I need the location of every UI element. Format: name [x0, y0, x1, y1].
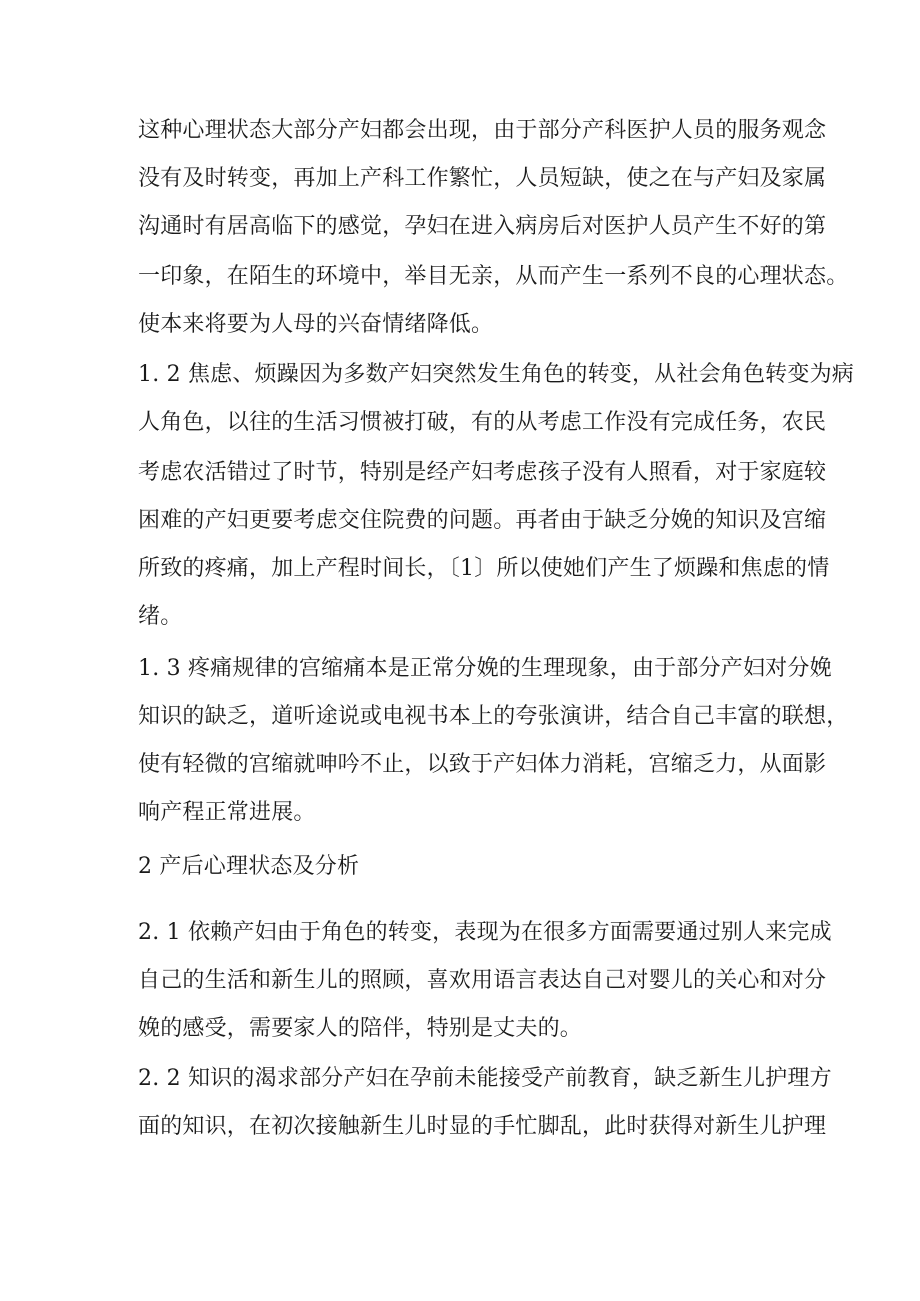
text-line: 所致的疼痛，加上产程时间长，〔1〕所以使她们产生了烦躁和焦虑的情 [138, 556, 830, 581]
section-heading-2-2: 2. 2 知识的渴求部分产妇在孕前未能接受产前教育，缺乏新生儿护理方 [138, 1066, 832, 1091]
section-heading-1-3: 1. 3 疼痛规律的宫缩痛本是正常分娩的生理现象，由于部分产妇对分娩 [138, 656, 832, 681]
section-heading-1-2: 1. 2 焦虑、烦躁因为多数产妇突然发生角色的转变，从社会角色转变为病 [138, 362, 854, 387]
text-line: 使本来将要为人母的兴奋情绪降低。 [138, 312, 494, 337]
section-heading-2: 2 产后心理状态及分析 [138, 854, 360, 879]
text-line: 一印象，在陌生的环境中，举目无亲，从而产生一系列不良的心理状态。 [138, 264, 849, 289]
text-line: 自己的生活和新生儿的照顾，喜欢用语言表达自己对婴儿的关心和对分 [138, 968, 827, 993]
text-line: 绪。 [138, 604, 183, 629]
text-line: 面的知识，在初次接触新生儿时显的手忙脚乱，此时获得对新生儿护理 [138, 1114, 827, 1139]
text-line: 知识的缺乏，道听途说或电视书本上的夸张演讲，结合自己丰富的联想， [138, 704, 849, 729]
text-line: 没有及时转变，再加上产科工作繁忙，人员短缺，使之在与产妇及家属 [138, 166, 827, 191]
text-line: 娩的感受，需要家人的陪伴，特别是丈夫的。 [138, 1016, 583, 1041]
text-line: 响产程正常进展。 [138, 800, 316, 825]
text-line: 人角色，以往的生活习惯被打破，有的从考虑工作没有完成任务，农民 [138, 410, 827, 435]
text-line: 沟通时有居高临下的感觉，孕妇在进入病房后对医护人员产生不好的第 [138, 214, 827, 239]
text-line: 使有轻微的宫缩就呻吟不止，以致于产妇体力消耗，宫缩乏力，从面影 [138, 752, 827, 777]
text-line: 这种心理状态大部分产妇都会出现，由于部分产科医护人员的服务观念 [138, 118, 827, 143]
section-heading-2-1: 2. 1 依赖产妇由于角色的转变，表现为在很多方面需要通过别人来完成 [138, 920, 832, 945]
text-line: 考虑农活错过了时节，特别是经产妇考虑孩子没有人照看，对于家庭较 [138, 460, 827, 485]
text-line: 困难的产妇更要考虑交住院费的问题。再者由于缺乏分娩的知识及宫缩 [138, 508, 827, 533]
